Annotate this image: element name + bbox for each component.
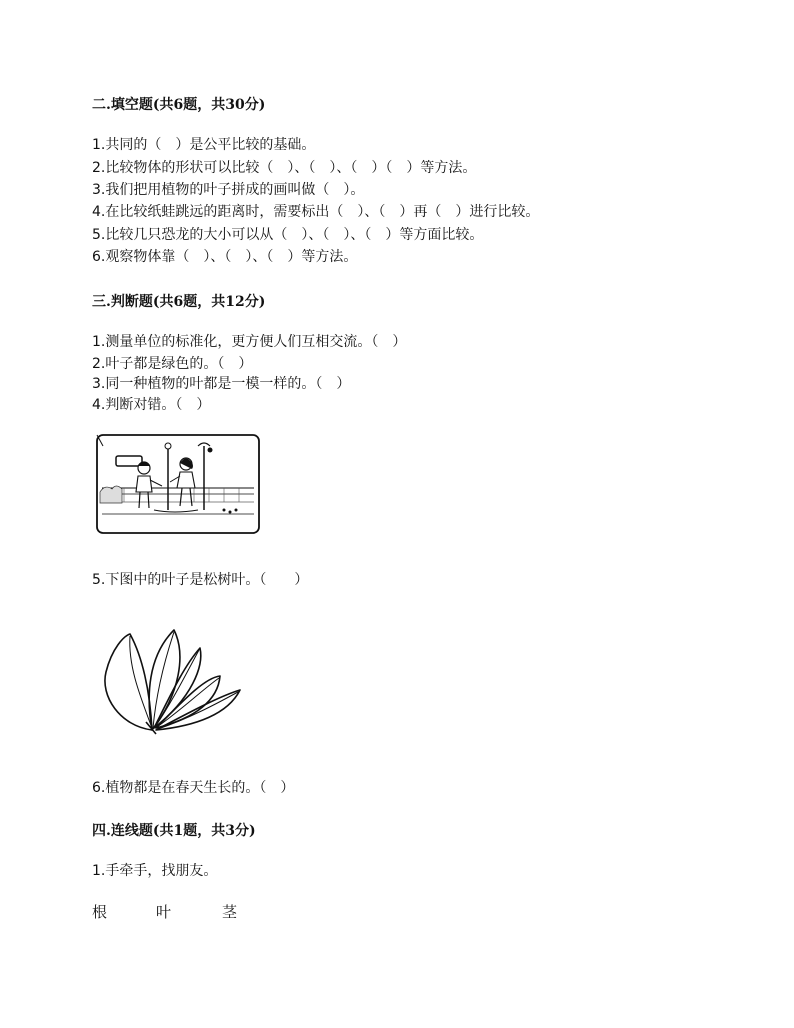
judge-question-6: 6.植物都是在春天生长的。（ ） [92, 780, 295, 796]
children-measuring-illustration [94, 432, 262, 536]
fill-question-4: 4.在比较纸蛙跳远的距离时，需要标出（ ）、（ ）再（ ）进行比较。 [92, 204, 540, 220]
section-4-heading: 四.连线题(共1题，共3分) [92, 823, 256, 839]
judge-question-5: 5.下图中的叶子是松树叶。（ ） [92, 572, 309, 588]
match-question-1: 1.手牵手，找朋友。 [92, 863, 218, 879]
leaf-illustration [100, 626, 245, 738]
judge-question-3: 3.同一种植物的叶都是一模一样的。（ ） [92, 376, 351, 392]
word-stem: 茎 [222, 903, 238, 921]
fill-question-6: 6.观察物体靠（ ）、（ ）、（ ）等方法。 [92, 249, 358, 265]
section-3-heading: 三.判断题(共6题，共12分) [92, 294, 266, 310]
word-leaf: 叶 [156, 903, 172, 921]
fill-question-3: 3.我们把用植物的叶子拼成的画叫做（ ）。 [92, 182, 365, 198]
word-root: 根 [92, 903, 108, 921]
judge-question-4: 4.判断对错。（ ） [92, 397, 211, 413]
section-2-heading: 二.填空题(共6题，共30分) [92, 97, 266, 113]
judge-question-2: 2.叶子都是绿色的。（ ） [92, 356, 253, 372]
fill-question-1: 1.共同的（ ）是公平比较的基础。 [92, 137, 316, 153]
judge-question-1: 1.测量单位的标准化，更方便人们互相交流。（ ） [92, 334, 407, 350]
fill-question-2: 2.比较物体的形状可以比较（ ）、（ ）、（ ）（ ）等方法。 [92, 160, 477, 176]
fill-question-5: 5.比较几只恐龙的大小可以从（ ）、（ ）、（ ）等方面比较。 [92, 227, 484, 243]
